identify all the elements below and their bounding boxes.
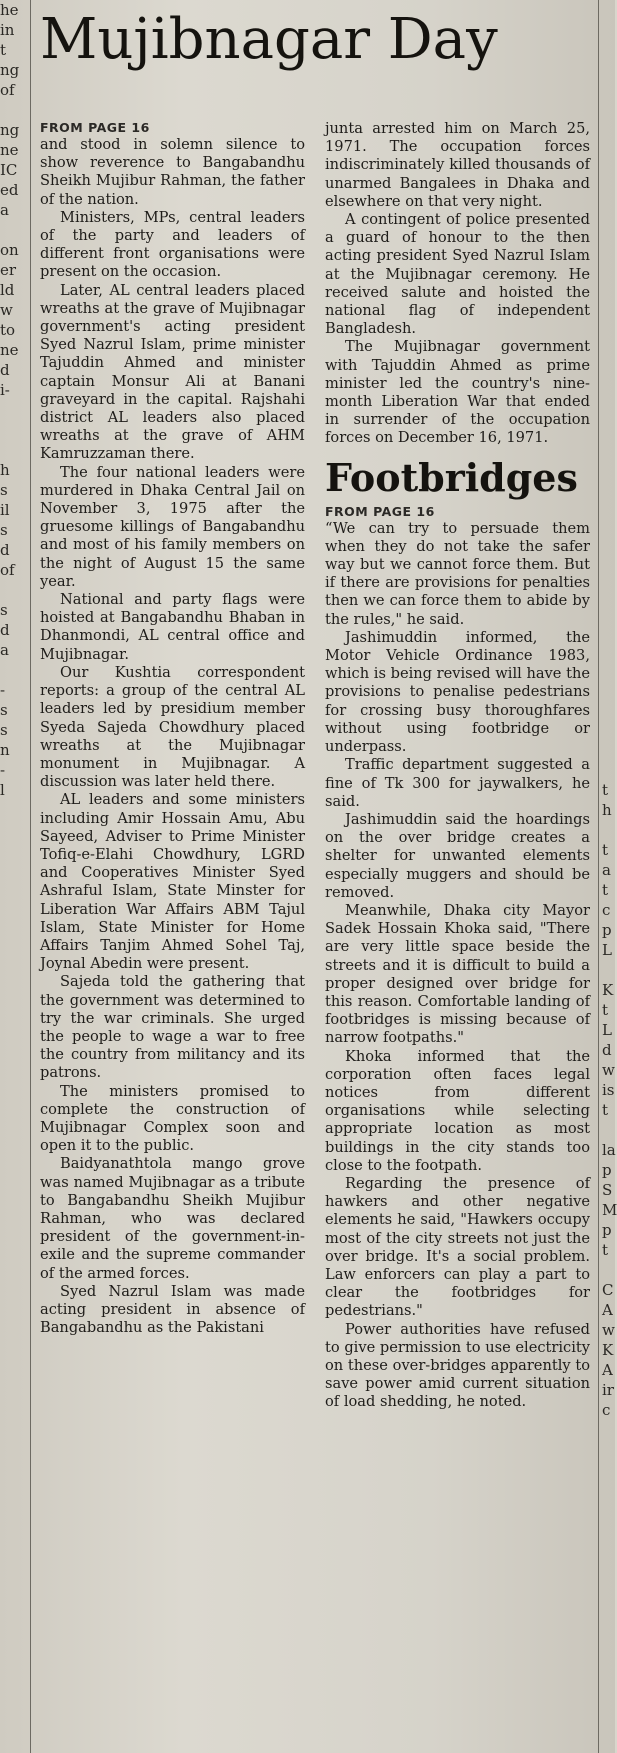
article2-paragraph: Traffic department suggested a fine of Tk 300 for jaywalkers, he said. bbox=[325, 756, 590, 810]
article1-paragraph: Our Kushtia correspondent reports: a group of the central AL leaders led by presidium member Syeda Sajeda Chowdhury placed wreaths at the Mujibnagar monument in Mujibnagar. A discussion was later held there. bbox=[40, 663, 305, 791]
edge-fragment: h bbox=[602, 801, 612, 819]
edge-fragment bbox=[602, 340, 615, 360]
edge-fragment bbox=[602, 700, 615, 720]
edge-fragment bbox=[602, 120, 615, 140]
edge-fragment: w bbox=[602, 1061, 615, 1079]
edge-fragment: p bbox=[602, 1221, 612, 1239]
article1-paragraph: The Mujibnagar government with Tajuddin Ahmed as prime minister led the country's nine-month Liberation War that ended in surrender of the occupation forces on December 16, 1971. bbox=[325, 338, 590, 447]
edge-fragment: - bbox=[0, 761, 6, 779]
kicker-from-page-footbridges: FROM PAGE 16 bbox=[325, 503, 435, 519]
edge-fragment: p bbox=[602, 921, 612, 939]
column-rule-left bbox=[30, 0, 31, 1753]
edge-fragment bbox=[0, 820, 26, 840]
edge-fragment: s bbox=[0, 601, 8, 619]
edge-fragment: il bbox=[0, 501, 10, 519]
edge-fragment: of bbox=[0, 81, 15, 99]
edge-fragment: t bbox=[602, 1001, 609, 1019]
edge-fragment bbox=[602, 460, 615, 480]
edge-fragment bbox=[602, 200, 615, 220]
edge-fragment bbox=[602, 140, 615, 160]
edge-fragment bbox=[602, 520, 615, 540]
edge-fragment: on bbox=[0, 241, 19, 259]
edge-fragment: ld bbox=[0, 281, 15, 299]
article1-paragraph: AL leaders and some ministers including Amir Hossain Amu, Abu Sayeed, Adviser to Prime Minister Tofiq-e-Elahi Chowdhury, LGRD and Cooperatives Minister Syed Ashraful Islam, State Minster for Liberation War Affairs ABM Tajul Islam, State Minister for Home Affairs Tanjim Ahmed Sohel Taj, Joynal Abedin were present. bbox=[40, 791, 305, 973]
article1-paragraph: Later, AL central leaders placed wreaths at the grave of Mujibnagar government's acting president Syed Nazrul Islam, prime minister Tajuddin Ahmed and minister captain Monsur Ali at Banani graveyard in the capital. Rajshahi district AL leaders also placed wreaths at the grave of AHM Kamruzzaman there. bbox=[40, 281, 305, 463]
edge-fragment bbox=[602, 720, 615, 740]
edge-fragment bbox=[0, 220, 26, 240]
edge-fragment: IC bbox=[0, 161, 18, 179]
headline-footbridges: Footbridges bbox=[325, 454, 578, 500]
edge-fragment: la bbox=[602, 1141, 616, 1159]
edge-fragment bbox=[602, 0, 615, 20]
edge-fragment: is bbox=[602, 1081, 615, 1099]
edge-fragment bbox=[602, 760, 615, 780]
edge-fragment: - bbox=[0, 681, 6, 699]
edge-fragment: h bbox=[0, 461, 10, 479]
edge-fragment: A bbox=[602, 1301, 613, 1319]
edge-fragment: S bbox=[602, 1181, 613, 1199]
edge-fragment bbox=[0, 100, 26, 120]
column-rule-right bbox=[598, 0, 599, 1753]
article2-paragraph: Khoka informed that the corporation often faces legal notices from different organisations while selecting appropriate location as most buildings in the city stands too close to the footpath. bbox=[325, 1047, 590, 1174]
edge-fragment bbox=[0, 440, 26, 460]
edge-fragment: K bbox=[602, 1341, 614, 1359]
article1-paragraph: and stood in solemn silence to show reverence to Bangabandhu Sheikh Mujibur Rahman, the father of the nation. bbox=[40, 136, 305, 208]
edge-fragment bbox=[602, 40, 615, 60]
edge-fragment: t bbox=[602, 781, 609, 799]
edge-fragment bbox=[602, 580, 615, 600]
edge-fragment bbox=[602, 400, 615, 420]
edge-fragment: c bbox=[602, 901, 611, 919]
edge-fragment bbox=[602, 260, 615, 280]
edge-fragment: t bbox=[602, 1101, 609, 1119]
edge-fragment bbox=[602, 480, 615, 500]
article2-paragraph: Meanwhile, Dhaka city Mayor Sadek Hossain Khoka said, "There are very little space beside the streets and it is difficult to build a proper designed over bridge for this reason. Comfortable landing of footbridges is missing because of narrow footpaths." bbox=[325, 901, 590, 1047]
edge-fragment: a bbox=[602, 861, 611, 879]
edge-fragment: ne bbox=[0, 341, 19, 359]
edge-fragment: er bbox=[0, 261, 17, 279]
edge-fragment bbox=[602, 540, 615, 560]
edge-fragment bbox=[0, 840, 26, 860]
edge-fragment bbox=[602, 20, 615, 40]
edge-fragment bbox=[602, 1120, 615, 1140]
article1-paragraph: junta arrested him on March 25, 1971. The occupation forces indiscriminately killed thousands of unarmed Bangalees in Dhaka and elsewhere on that very night. bbox=[325, 120, 590, 210]
edge-fragment: L bbox=[602, 1021, 612, 1039]
edge-fragment bbox=[602, 620, 615, 640]
edge-fragment: d bbox=[0, 541, 10, 559]
edge-fragment bbox=[602, 1260, 615, 1280]
edge-fragment: ne bbox=[0, 141, 19, 159]
article1-paragraph: A contingent of police presented a guard of honour to the then acting president Syed Nazrul Islam at the Mujibnagar ceremony. He received salute and hoisted the national flag of independent Bangladesh. bbox=[325, 211, 590, 338]
article2-paragraph: Jashimuddin informed, the Motor Vehicle Ordinance 1983, which is being revised will have the provisions to penalise pedestrians for crossing busy thoroughfares without using footbridge or underpass. bbox=[325, 628, 590, 756]
edge-fragment: M bbox=[602, 1201, 617, 1219]
edge-fragment bbox=[602, 60, 615, 80]
edge-fragment: t bbox=[602, 841, 609, 859]
edge-fragment: s bbox=[0, 721, 8, 739]
edge-fragment bbox=[602, 660, 615, 680]
edge-fragment: ed bbox=[0, 181, 19, 199]
left-adjacent-column bbox=[0, 0, 26, 1753]
edge-fragment: to bbox=[0, 321, 16, 339]
edge-fragment bbox=[602, 820, 615, 840]
edge-fragment bbox=[602, 180, 615, 200]
kicker-from-page: FROM PAGE 16 bbox=[40, 120, 150, 135]
edge-fragment: t bbox=[602, 1241, 609, 1259]
edge-fragment: A bbox=[602, 1361, 613, 1379]
edge-fragment bbox=[602, 500, 615, 520]
edge-fragment: d bbox=[602, 1041, 612, 1059]
edge-fragment: L bbox=[602, 941, 612, 959]
edge-fragment: s bbox=[0, 701, 8, 719]
edge-fragment bbox=[602, 640, 615, 660]
newspaper-article-area bbox=[40, 7, 596, 1411]
edge-fragment: t bbox=[602, 881, 609, 899]
right-adjacent-column bbox=[602, 0, 615, 1753]
edge-fragment: in bbox=[0, 21, 15, 39]
edge-fragment bbox=[0, 660, 26, 680]
article2-paragraph: “We can try to persuade them when they do not take the safer way but we cannot force them. But if there are provisions for penalties then we can force them to abide by the rules," he said. bbox=[325, 519, 590, 628]
edge-fragment bbox=[602, 440, 615, 460]
edge-fragment: ng bbox=[0, 61, 20, 79]
edge-fragment bbox=[602, 160, 615, 180]
article2-paragraph: Jashimuddin said the hoardings on the over bridge creates a shelter for unwanted elements especially muggers and should be removed. bbox=[325, 810, 590, 901]
article1-paragraph: Syed Nazrul Islam was made acting president in absence of Bangabandhu as the Pakistani bbox=[40, 1282, 305, 1337]
edge-fragment bbox=[602, 280, 615, 300]
edge-fragment bbox=[602, 300, 615, 320]
edge-fragment: c bbox=[602, 1401, 611, 1419]
edge-fragment bbox=[0, 860, 26, 880]
edge-fragment bbox=[602, 220, 615, 240]
edge-fragment: he bbox=[0, 1, 19, 19]
edge-fragment: d bbox=[0, 361, 10, 379]
headline-mujibnagar-day: Mujibnagar Day bbox=[40, 7, 498, 72]
edge-fragment: s bbox=[0, 481, 8, 499]
edge-fragment bbox=[602, 420, 615, 440]
edge-fragment: d bbox=[0, 621, 10, 639]
article1-column-2 bbox=[325, 120, 590, 1412]
article1-paragraph: The ministers promised to complete the construction of Mujibnagar Complex soon and open it to the public. bbox=[40, 1082, 305, 1155]
edge-fragment bbox=[602, 80, 615, 100]
article2-paragraph: Regarding the presence of hawkers and other negative elements he said, "Hawkers occupy most of the city streets not just the over bridge. It's a social problem. Law enforcers can play a part to clear the footbridges for pedestrians." bbox=[325, 1174, 590, 1320]
edge-fragment: i- bbox=[0, 381, 10, 399]
article1-paragraph: The four national leaders were murdered in Dhaka Central Jail on November 3, 1975 after the gruesome killings of Bangabandhu and most of his family members on the night of August 15 the same year. bbox=[40, 463, 305, 590]
article1-paragraph: National and party flags were hoisted at Bangabandhu Bhaban in Dhanmondi, AL central office and Mujibnagar. bbox=[40, 591, 305, 663]
edge-fragment bbox=[0, 400, 26, 420]
edge-fragment bbox=[602, 360, 615, 380]
edge-fragment bbox=[602, 960, 615, 980]
article1-paragraph: Ministers, MPs, central leaders of the party and leaders of different front organisations were present on the occasion. bbox=[40, 208, 305, 281]
edge-fragment: C bbox=[602, 1281, 614, 1299]
edge-fragment bbox=[602, 240, 615, 260]
edge-fragment bbox=[0, 800, 26, 820]
edge-fragment: p bbox=[602, 1161, 612, 1179]
edge-fragment bbox=[602, 560, 615, 580]
article2-paragraph: Power authorities have refused to give permission to use electricity on these over-bridges apparently to save power amid current situation of load shedding, he noted. bbox=[325, 1320, 590, 1411]
edge-fragment: a bbox=[0, 201, 9, 219]
edge-fragment: n bbox=[0, 741, 10, 759]
edge-fragment: w bbox=[602, 1321, 615, 1339]
edge-fragment bbox=[602, 100, 615, 120]
edge-fragment: ng bbox=[0, 121, 20, 139]
edge-fragment: t bbox=[0, 41, 7, 59]
edge-fragment bbox=[602, 600, 615, 620]
edge-fragment: s bbox=[0, 521, 8, 539]
edge-fragment: K bbox=[602, 981, 614, 999]
edge-fragment bbox=[602, 320, 615, 340]
edge-fragment bbox=[0, 420, 26, 440]
edge-fragment bbox=[0, 580, 26, 600]
edge-fragment: l bbox=[0, 781, 5, 799]
edge-fragment: w bbox=[0, 301, 13, 319]
article1-paragraph: Sajeda told the gathering that the government was determined to try the war criminals. She urged the people to wage a war to free the country from militancy and its patrons. bbox=[40, 973, 305, 1082]
article1-paragraph: Baidyanathtola mango grove was named Mujibnagar as a tribute to Bangabandhu Sheikh Mujibur Rahman, who was declared president of the government-in-exile and the supreme commander of the armed forces. bbox=[40, 1155, 305, 1282]
edge-fragment bbox=[602, 380, 615, 400]
article1-column-1 bbox=[40, 120, 305, 1337]
edge-fragment: a bbox=[0, 641, 9, 659]
edge-fragment bbox=[602, 680, 615, 700]
edge-fragment bbox=[602, 740, 615, 760]
edge-fragment: ir bbox=[602, 1381, 614, 1399]
edge-fragment: of bbox=[0, 561, 15, 579]
